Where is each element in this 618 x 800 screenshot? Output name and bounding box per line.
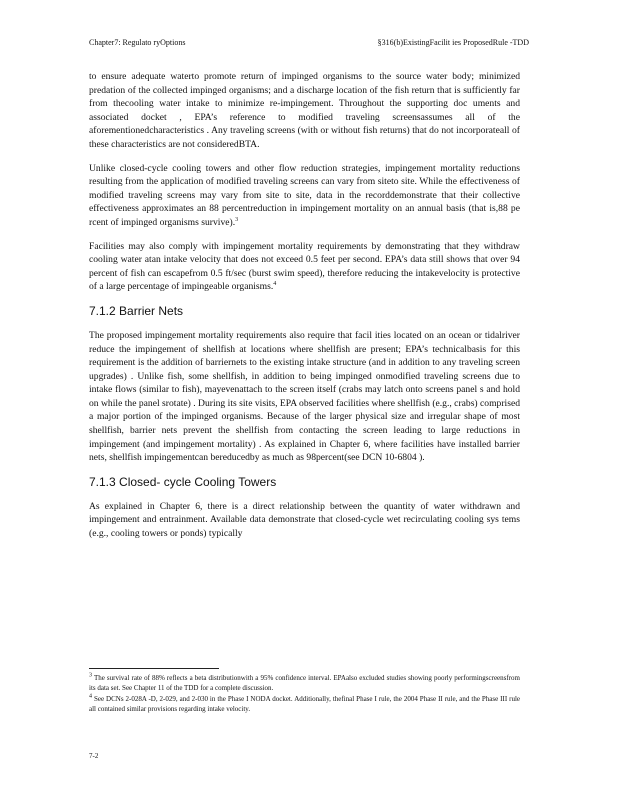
header-title: §316(b)ExistingFacilit ies ProposedRule -TDD bbox=[377, 38, 529, 47]
paragraph-fish-return: to ensure adequate waterto promote return of impinged organisms to the source water body; minimized predation of the collected impinged organisms; and a discharge location of the fish return that is sufficiently far from thecooling water intake to minimize re-impingement. Throughout the supporting doc uments and associated docket , EPA’s reference to modified traveling screensassumes all of the aforementionedcharacteristics . Any traveling screens (with or without fish returns) that do not incorporateall of these characteristics are not consideredBTA. bbox=[89, 71, 520, 150]
running-header bbox=[89, 38, 529, 47]
page-number: 7-2 bbox=[89, 752, 99, 760]
footnote-ref-4: 4 bbox=[273, 281, 277, 288]
footnote-4: $^4$ See DCNs 2-028A -D, 2-029, and 2-030 in the Phase I NODA docket. Additionally, thefinal Phase I rule, the 2004 Phase II rule, and the Phase III rule all contained similar provisions regarding intake velocity. bbox=[89, 693, 521, 714]
paragraph-intake-velocity: Facilities may also comply with impingement mortality requirements by demonstrating that they withdraw cooling water atan intake velocity that does not exceed 0.5 feet per second. EPA’s data still shows that over 94 percent of fish can escapefrom 0.5 ft/sec (burst swim speed), therefore reducing the intakevelocity is protective of a large percentage of impingeable organisms.$^4$ bbox=[89, 240, 520, 293]
main-content bbox=[89, 70, 520, 551]
footnote-3: $^3$ The survival rate of 88% reflects a beta distributionwith a 95% confidence interval. EPAalso excluded studies showing poorly performingscreensfrom its data set. See Chapter 11 of the TDD for a complete discussion. bbox=[89, 672, 520, 693]
section-heading-barrier-nets: 7.1.2 Barrier Nets bbox=[89, 303, 184, 318]
section-heading-cooling-towers: 7.1.3 Closed- cycle Cooling Towers bbox=[89, 474, 277, 489]
paragraph-cooling-towers: As explained in Chapter 6, there is a direct relationship between the quantity of water withdrawn and impingement and entrainment. Available data demonstrate that closed-cycle wet recirculating cooling sys tems (e.g., cooling towers or ponds) typically bbox=[89, 500, 520, 540]
paragraph-barrier-nets: The proposed impingement mortality requirements also require that facil ities located on an ocean or tidalriver reduce the impingement of shellfish at locations where shellfish are present; EPA’s technicalbasis for this requirement is the addition of barriernets to the existing intake structure (and in addition to any traveling screen upgrades) . Unlike fish, some shellfish, in addition to being impinged onmodified traveling screens due to intake flows (similar to fish), mayevenattach to the screen itself (crabs may latch onto screens panel s and hold on while the panel srotate) . During its site visits, EPA observed facilities where shellfish (e.g., crabs) comprised a major portion of the impinged organisms. Because of the larger physical size and irregular shape of most shellfish, barrier nets prevent the shellfish from contacting the screen leading to large reductions in impingement (and impingement mortality) . As explained in Chapter 6, where facilities have installed barrier nets, shellfish impingementcan bereducedby as much as 98percent(see DCN 10-6804 ). bbox=[89, 329, 520, 464]
footnote-divider bbox=[89, 668, 219, 669]
paragraph-screen-effectiveness: Unlike closed-cycle cooling towers and other flow reduction strategies, impingement mortality reductions resulting from the application of modified traveling screens can vary from siteto site. While the effectiveness of modified traveling screens may vary from site to site, data in the recorddemonstrate that their collective effectiveness approximates an 88 percentreduction in impingement mortality on an annual basis (that is,88 pe rcent of impinged organisms survive).$^3$ bbox=[89, 162, 520, 228]
header-chapter: Chapter7: Regulato ryOptions bbox=[89, 38, 186, 47]
footnote-ref-3: 3 bbox=[235, 216, 239, 223]
footnotes bbox=[89, 668, 520, 715]
